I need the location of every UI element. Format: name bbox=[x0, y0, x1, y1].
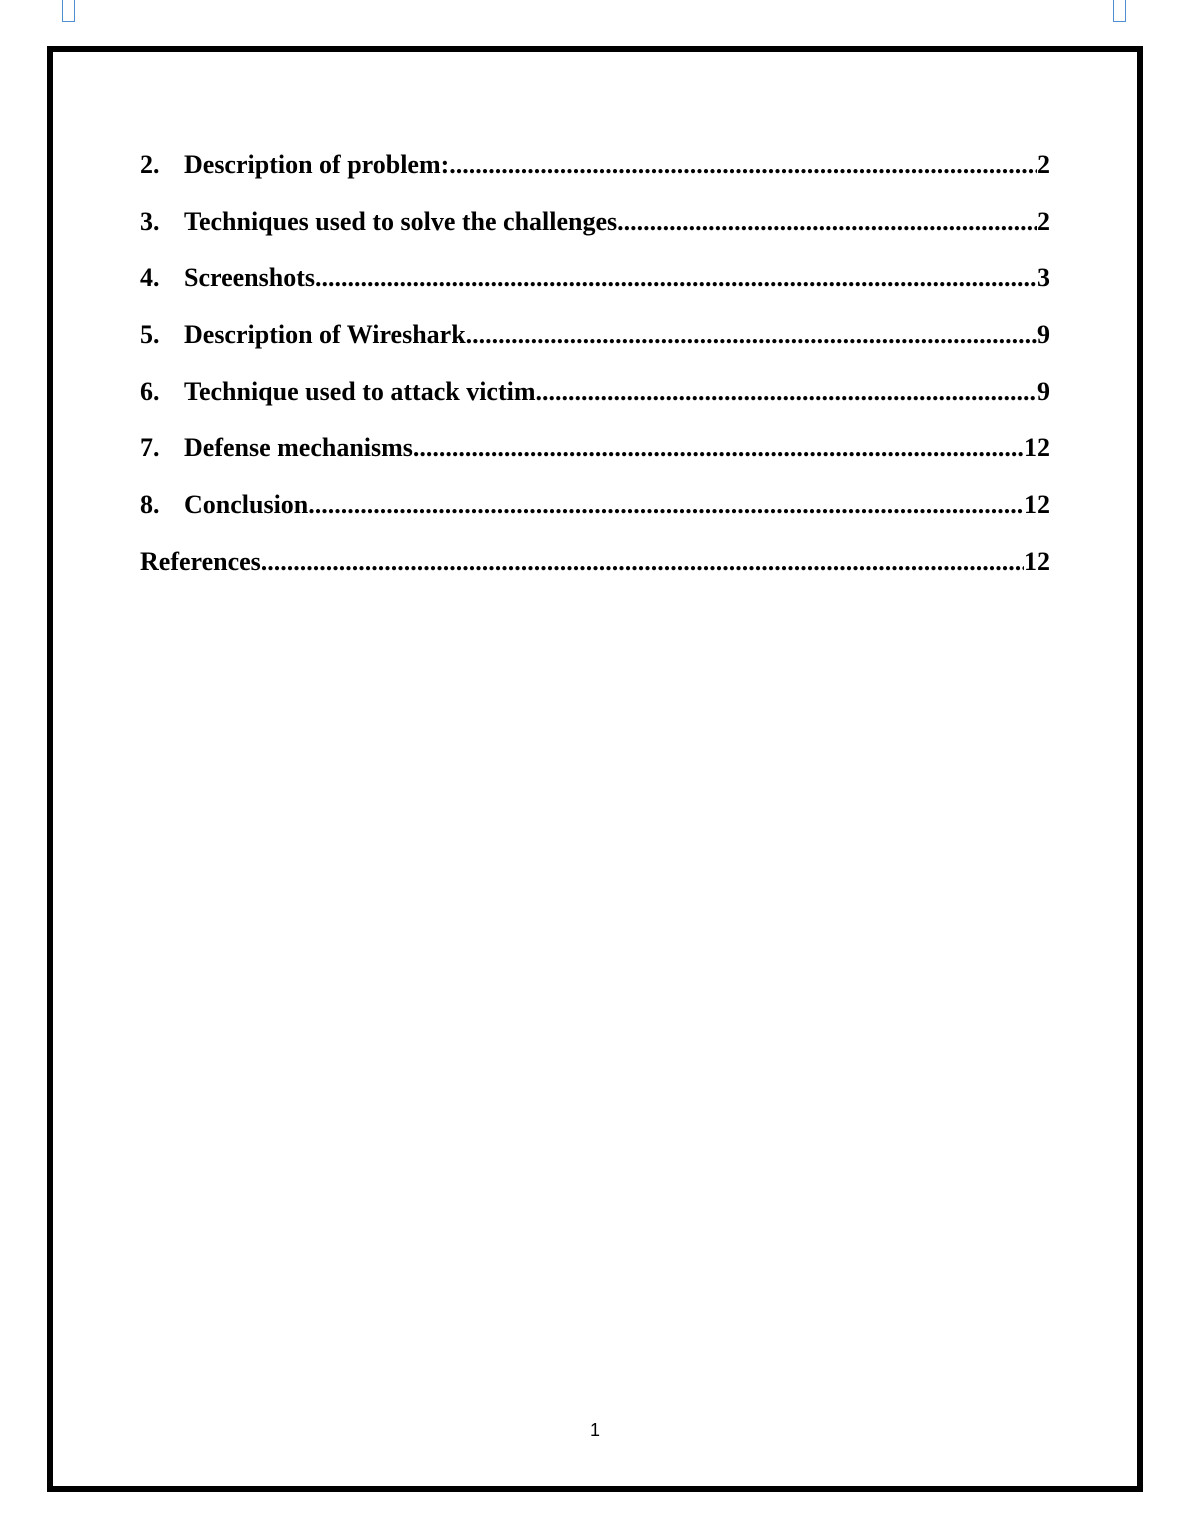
toc-entry-number: 4. bbox=[140, 263, 160, 293]
toc-dot-leader bbox=[536, 372, 1038, 412]
toc-entry-page: 3 bbox=[1037, 263, 1050, 293]
toc-dot-leader bbox=[308, 485, 1024, 525]
toc-entry-techniques-used[interactable] bbox=[140, 202, 1050, 259]
toc-entry-number: 3. bbox=[140, 206, 160, 236]
toc-dot-leader bbox=[449, 145, 1037, 185]
page-number: 1 bbox=[589, 1420, 600, 1440]
toc-entry-description-of-wireshark[interactable] bbox=[140, 315, 1050, 372]
toc-entry-title: Techniques used to solve the challenges bbox=[184, 206, 618, 236]
toc-dot-leader bbox=[261, 542, 1024, 582]
toc-entry-conclusion[interactable] bbox=[140, 485, 1050, 542]
toc-entry-number: 7. bbox=[140, 433, 160, 463]
toc-entry-page: 9 bbox=[1037, 320, 1050, 350]
header-marker-left bbox=[62, 0, 75, 22]
toc-entry-page: 2 bbox=[1037, 206, 1050, 236]
toc-entry-page: 12 bbox=[1024, 490, 1050, 520]
toc-dot-leader bbox=[315, 258, 1037, 298]
toc-entry-page: 12 bbox=[1024, 546, 1050, 576]
header-marker-right bbox=[1113, 0, 1126, 22]
toc-entry-technique-attack-victim[interactable] bbox=[140, 372, 1050, 429]
toc-entry-page: 9 bbox=[1037, 376, 1050, 406]
toc-entry-references[interactable] bbox=[140, 542, 1050, 599]
toc-entry-number: 6. bbox=[140, 376, 160, 406]
toc-entry-title: Defense mechanisms bbox=[184, 433, 413, 463]
toc-entry-number: 8. bbox=[140, 490, 160, 520]
toc-entry-screenshots[interactable] bbox=[140, 258, 1050, 315]
toc-entry-title: Description of problem: bbox=[184, 150, 450, 179]
toc-entry-description-of-problem[interactable] bbox=[140, 145, 1050, 202]
toc-entry-page: 2 bbox=[1037, 150, 1050, 179]
toc-entry-title: References bbox=[140, 546, 261, 576]
toc-entry-number: 2. bbox=[140, 150, 160, 179]
toc-entry-title: Technique used to attack victim bbox=[184, 376, 536, 406]
toc-dot-leader bbox=[617, 202, 1037, 242]
toc-dot-leader bbox=[466, 315, 1037, 355]
toc-entry-title: Description of Wireshark bbox=[184, 320, 466, 350]
toc-entry-number: 5. bbox=[140, 320, 160, 350]
toc-entry-page: 12 bbox=[1024, 433, 1050, 463]
table-of-contents bbox=[140, 145, 1050, 599]
toc-dot-leader bbox=[413, 428, 1024, 468]
toc-entry-defense-mechanisms[interactable] bbox=[140, 428, 1050, 485]
toc-entry-title: Conclusion bbox=[184, 490, 309, 520]
toc-entry-title: Screenshots bbox=[184, 263, 315, 293]
